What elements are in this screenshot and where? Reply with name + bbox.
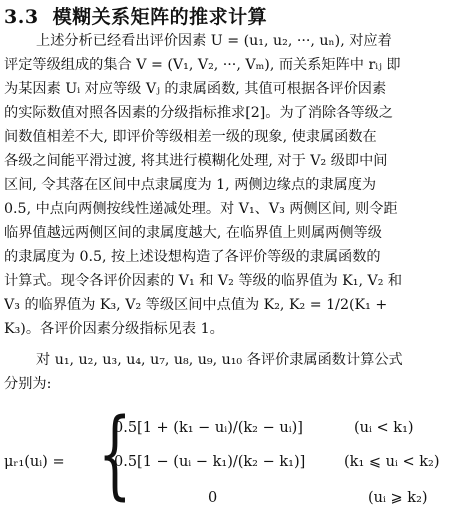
paragraph-line: 各级之间能平滑过渡, 将其进行模糊化处理, 对于 V₂ 级即中间 bbox=[4, 153, 388, 169]
paragraph-line: 计算式。现令各评价因素的 V₁ 和 V₂ 等级的临界值为 K₁, V₂ 和 bbox=[4, 273, 403, 289]
paragraph-line: 的实际数值对照各因素的分级指标推求[2]。为了消除各等级之 bbox=[4, 105, 393, 121]
paragraph-line: 临界值越远两侧区间的隶属度越大, 在临界值上则属两侧等级 bbox=[4, 225, 382, 241]
paragraph-line: K₃)。各评价因素分级指标见表 1。 bbox=[4, 321, 224, 337]
formula-condition-1: (uᵢ < k₁) bbox=[354, 420, 414, 436]
paragraph-line: 间数值相差不大, 即评价等级相差一级的现象, 使隶属函数在 bbox=[4, 129, 377, 145]
paragraph-line: 区间, 令其落在区间中点隶属度为 1, 两侧边缘点的隶属度为 bbox=[4, 177, 377, 193]
left-brace: { bbox=[98, 398, 132, 510]
paragraph-line: 为某因素 Uᵢ 对应等级 Vⱼ 的隶属函数, 其值可根据各评价因素 bbox=[4, 81, 387, 97]
formula-condition-2: (k₁ ⩽ uᵢ < k₂) bbox=[344, 454, 440, 470]
section-number: 3.3 bbox=[4, 6, 39, 28]
paragraph-line: 对 u₁, u₂, u₃, u₄, u₇, u₈, u₉, u₁₀ 各评价隶属函数计算公式 bbox=[36, 352, 403, 368]
paragraph-line: 的隶属度为 0.5, 按上述设想构造了各评价等级的隶属函数的 bbox=[4, 249, 381, 265]
paragraph-line: 上述分析已经看出评价因素 U = (u₁, u₂, ···, uₙ), 对应着 bbox=[36, 33, 392, 49]
membership-function-formula bbox=[4, 398, 470, 516]
formula-case-1: 0.5[1 + (k₁ − uᵢ)/(k₂ − uᵢ)] bbox=[114, 420, 303, 436]
section-heading bbox=[4, 2, 267, 29]
paragraph-line: 分别为: bbox=[4, 376, 52, 392]
formula-case-3: 0 bbox=[208, 490, 218, 506]
formula-condition-3: (uᵢ ⩾ k₂) bbox=[368, 490, 428, 506]
paragraph-line: 0.5, 中点向两侧按线性递减处理。对 V₁、V₃ 两侧区间, 则令距 bbox=[4, 201, 398, 217]
formula-lhs: μᵣ₁(uᵢ) = bbox=[4, 454, 65, 470]
formula-case-2: 0.5[1 − (uᵢ − k₁)/(k₂ − k₁)] bbox=[114, 454, 306, 470]
section-title: 模糊关系矩阵的推求计算 bbox=[52, 6, 268, 28]
paragraph-line: V₃ 的临界值为 K₃, V₂ 等级区间中点值为 K₂, K₂ = 1/2(K₁ + bbox=[4, 297, 388, 313]
paragraph-line: 评定等级组成的集合 V = (V₁, V₂, ···, Vₘ), 而关系矩阵中 rᵢⱼ 即 bbox=[4, 57, 401, 73]
